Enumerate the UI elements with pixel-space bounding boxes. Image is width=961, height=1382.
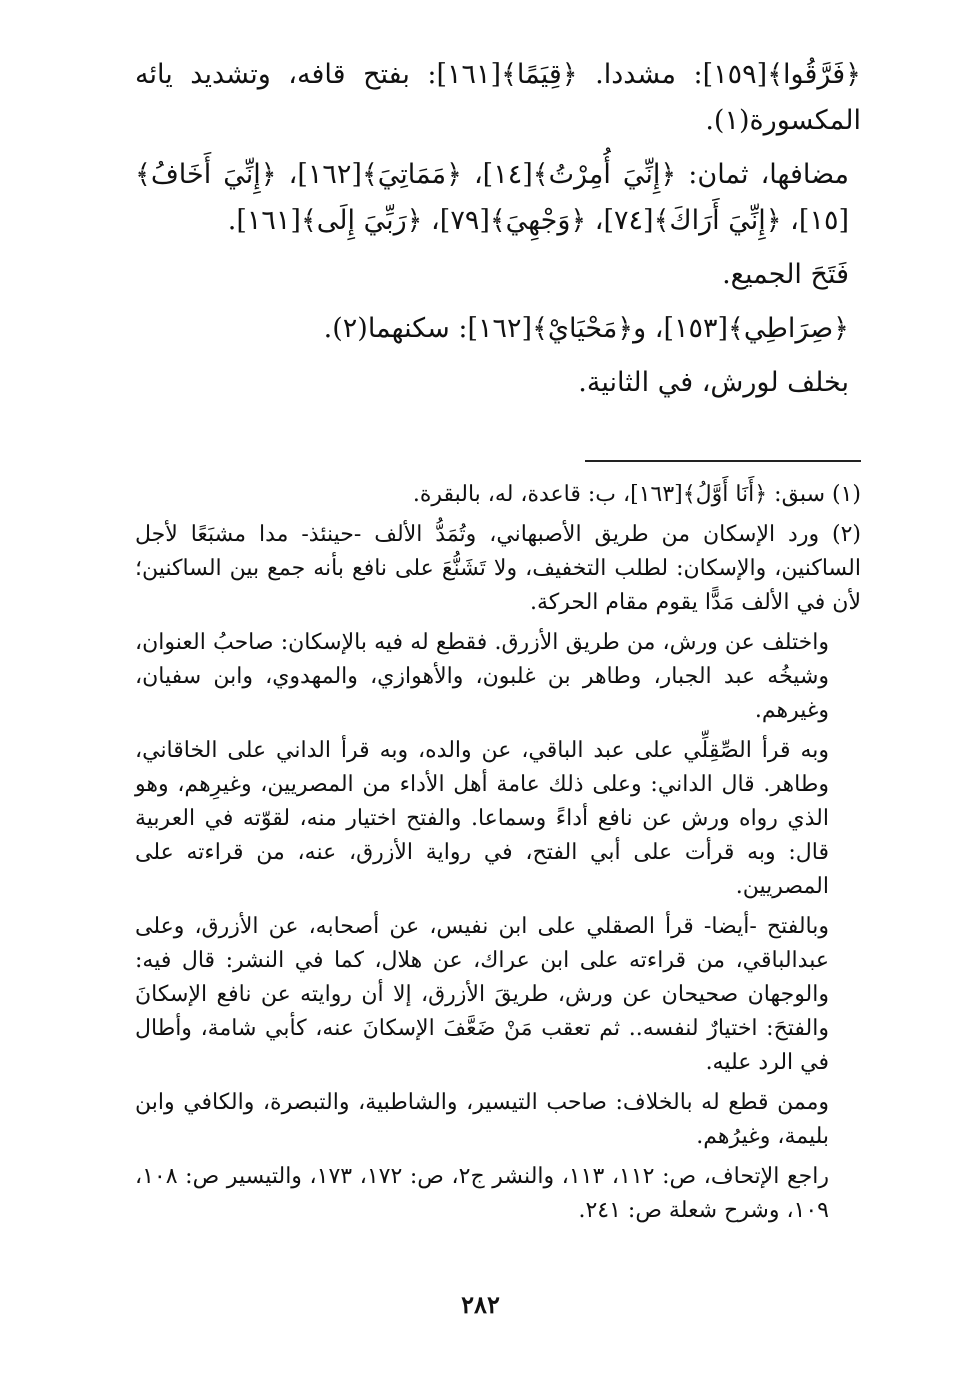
main-text: [135, 52, 861, 414]
footnote-1: (١) سبق: ﴿أَنَا أَوَّلُ﴾[١٦٣]، ب: قاعدة، له، بالبقرة.: [412, 482, 861, 507]
text-paragraph: فَتَحَ الجميع.: [722, 259, 849, 290]
footnote-paragraph: وبالفتح -أيضا- قرأ الصقلي على ابن نفيس، عن أصحابه، عن الأزرق، وعلى عبدالباقي، من قراءته على ابن عراك، عن هلال، كما في النشر: قال فيه: والوجهان صحيحان عن ورش، طريقَ الأزرق، إلا أن روايته عن نافع الإسكانَ والفتحَ: اختيارٌ لنفسه.. ثم تعقب مَنْ ضَعَّفَ الإسكانَ عنه، كأبي شامة، وأطال في الرد عليه.: [135, 914, 829, 1075]
footnote-paragraph: راجع الإتحاف، ص: ١١٢، ١١٣، والنشر ج٢، ص: ١٧٢، ١٧٣، والتيسير ص: ١٠٨، ١٠٩، وشرح شعلة ص: ٢٤١.: [135, 1164, 829, 1223]
text-paragraph: ﴿فَرَّقُوا﴾[١٥٩]: مشددا. ﴿قِيَمًا﴾[١٦١]: بفتح قافه، وتشديد يائه المكسورة(١).: [135, 59, 861, 136]
text-paragraph: مضافها، ثمان: ﴿إِنِّيَ أُمِرْتُ﴾[١٤]، ﴿مَمَاتِيَ﴾[١٦٢]، ﴿إِنِّيَ أَخَافُ﴾[١٥]، ﴿إِنِّيَ أَرَاكَ﴾[٧٤]، ﴿وَجْهِيَ﴾[٧٩]، ﴿رَبِّيَ إِلَى﴾[١٦١].: [135, 159, 849, 236]
page-number: ٢٨٢: [461, 1290, 500, 1319]
footnote-divider: [585, 460, 861, 462]
footnote-2: (٢) ورد الإسكان من طريق الأصبهاني، وتُمَدُّ الألف -حينئذ- مدا مشبَعًا لأجل الساكنين، والإسكان: لطلب التخفيف، ولا تَشَنُّعَ على نافع بأنه جمع بين الساكنين؛ لأن في الألف مَدًّا يقوم مقام الحركة.: [135, 522, 861, 615]
footnote-paragraph: وبه قرأ الصِّقِلِّي على عبد الباقي، عن والده، وبه قرأ الداني على الخاقاني، وطاهر. قال الداني: وعلى ذلك عامة أهل الأداء من المصريين، وغيرِهم، وهو الذي رواه ورش عن نافع أداءً وسماعا. والفتح اختيار منه، لقوّته في العربية قال: وبه قرأت على أبي الفتح، في رواية الأزرق، عنه، من قراءته على المصريين.: [135, 738, 829, 899]
text-paragraph: ﴿صِرَاطِي﴾[١٥٣]، و﴿مَحْيَايْ﴾[١٦٢]: سكنهما(٢).: [323, 313, 849, 344]
text-paragraph: بخلف لورش، في الثانية.: [578, 367, 849, 398]
footnote-paragraph: وممن قطع له بالخلاف: صاحب التيسير، والشاطبية، والتبصرة، والكافي وابن بليمة، وغيرُهم.: [135, 1090, 829, 1149]
footnotes: [135, 478, 861, 1234]
footnote-paragraph: واختلف عن ورش، من طريق الأزرق. فقطع له فيه بالإسكان: صاحبُ العنوان، وشيخُه عبد الجبار، وطاهر بن غلبون، والأهوازي، والمهدوي، وابن سفيان، وغيرهم.: [135, 630, 829, 723]
